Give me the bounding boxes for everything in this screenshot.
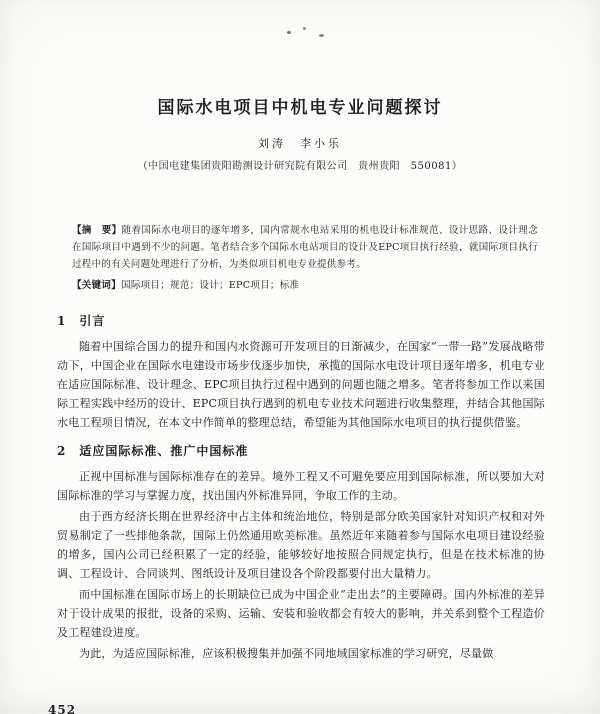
section-2-paragraph: 而中国标准在国际市场上的长期缺位已成为中国企业“走出去”的主要障碍。国内外标准的差异对于设计成果的报批，设备的采购、运输、安装和验收都会有较大的影响，并关系到整个工程造价及工程建设进度。 (57, 588, 545, 639)
paper-title: 国际水电项目中机电专业问题探讨 (157, 98, 443, 118)
section-2-paragraph: 正视中国标准与国际标准存在的差异。境外工程又不可避免要应用到国际标准，所以要加大对国际标准的学习与掌握力度，找出国内外标准异同，争取工作的主动。 (57, 470, 545, 502)
authors-line: 刘涛 李小乐 (258, 137, 342, 150)
scan-artifact (303, 27, 306, 30)
abstract-block (72, 222, 538, 273)
affiliation-line: （中国电建集团贵阳勘测设计研究院有限公司 贵州贵阳 550081） (137, 161, 463, 172)
section-2-paragraph: 由于西方经济长期在世界经济中占主体和统治地位，特别是部分欧美国家针对知识产权和对外贸易制定了一些排他条款，国际上仍然通用欧美标准。虽然近年来随着参与国际水电项目建设经验的增多，国内公司已经积累了一定的经验，能够较好地按照合同规定执行，但是在技术标准的协调、工程设计、合同谈判、图纸设计及项目建设各个阶段都要付出大量精力。 (57, 510, 545, 580)
section-1-heading: 1 引言 (57, 314, 106, 328)
abstract-text: 随着国际水电项目的逐年增多，国内常规水电站采用的机电设计标准规范、设计思路、设计理念在国际项目中遇到不少的问题。笔者结合多个国际水电站项目的设计及EPC项目执行经验，就国际项目执行过程中的有关问题处理进行了分析，为类似项目机电专业提供参考。 (72, 225, 538, 270)
keywords-block (72, 278, 538, 294)
abstract-label: 【摘 要】 (72, 225, 122, 236)
scan-artifact (319, 34, 324, 37)
keywords-text: 国际项目；规范；设计；EPC项目；标准 (121, 280, 300, 291)
scan-artifact (287, 31, 291, 34)
section-2-heading: 2 适应国际标准、推广中国标准 (57, 444, 249, 458)
keywords-label: 【关键词】 (72, 280, 122, 291)
section-1-paragraph: 随着中国综合国力的提升和国内水资源可开发项目的日渐减少，在国家“一带一路”发展战略带动下，中国企业在国际水电建设市场步伐逐步加快，承揽的国际水电设计项目逐年增多，机电专业在适应国际标准、设计理念、EPC项目执行过程中遇到的问题也随之增多。笔者将参加工作以来国际工程实践中经历的设计、EPC项目执行遇到的机电专业技术问题进行收集整理，并结合其他国际水电工程项目情况，在本文中作简单的整理总结，希望能为其他国际水电项目的执行提供借鉴。 (57, 340, 545, 429)
page-number: 452 (48, 703, 77, 714)
section-2-paragraph: 为此，为适应国际标准，应该积极搜集并加强不同地域国家标准的学习研究，尽量做 (79, 647, 494, 660)
